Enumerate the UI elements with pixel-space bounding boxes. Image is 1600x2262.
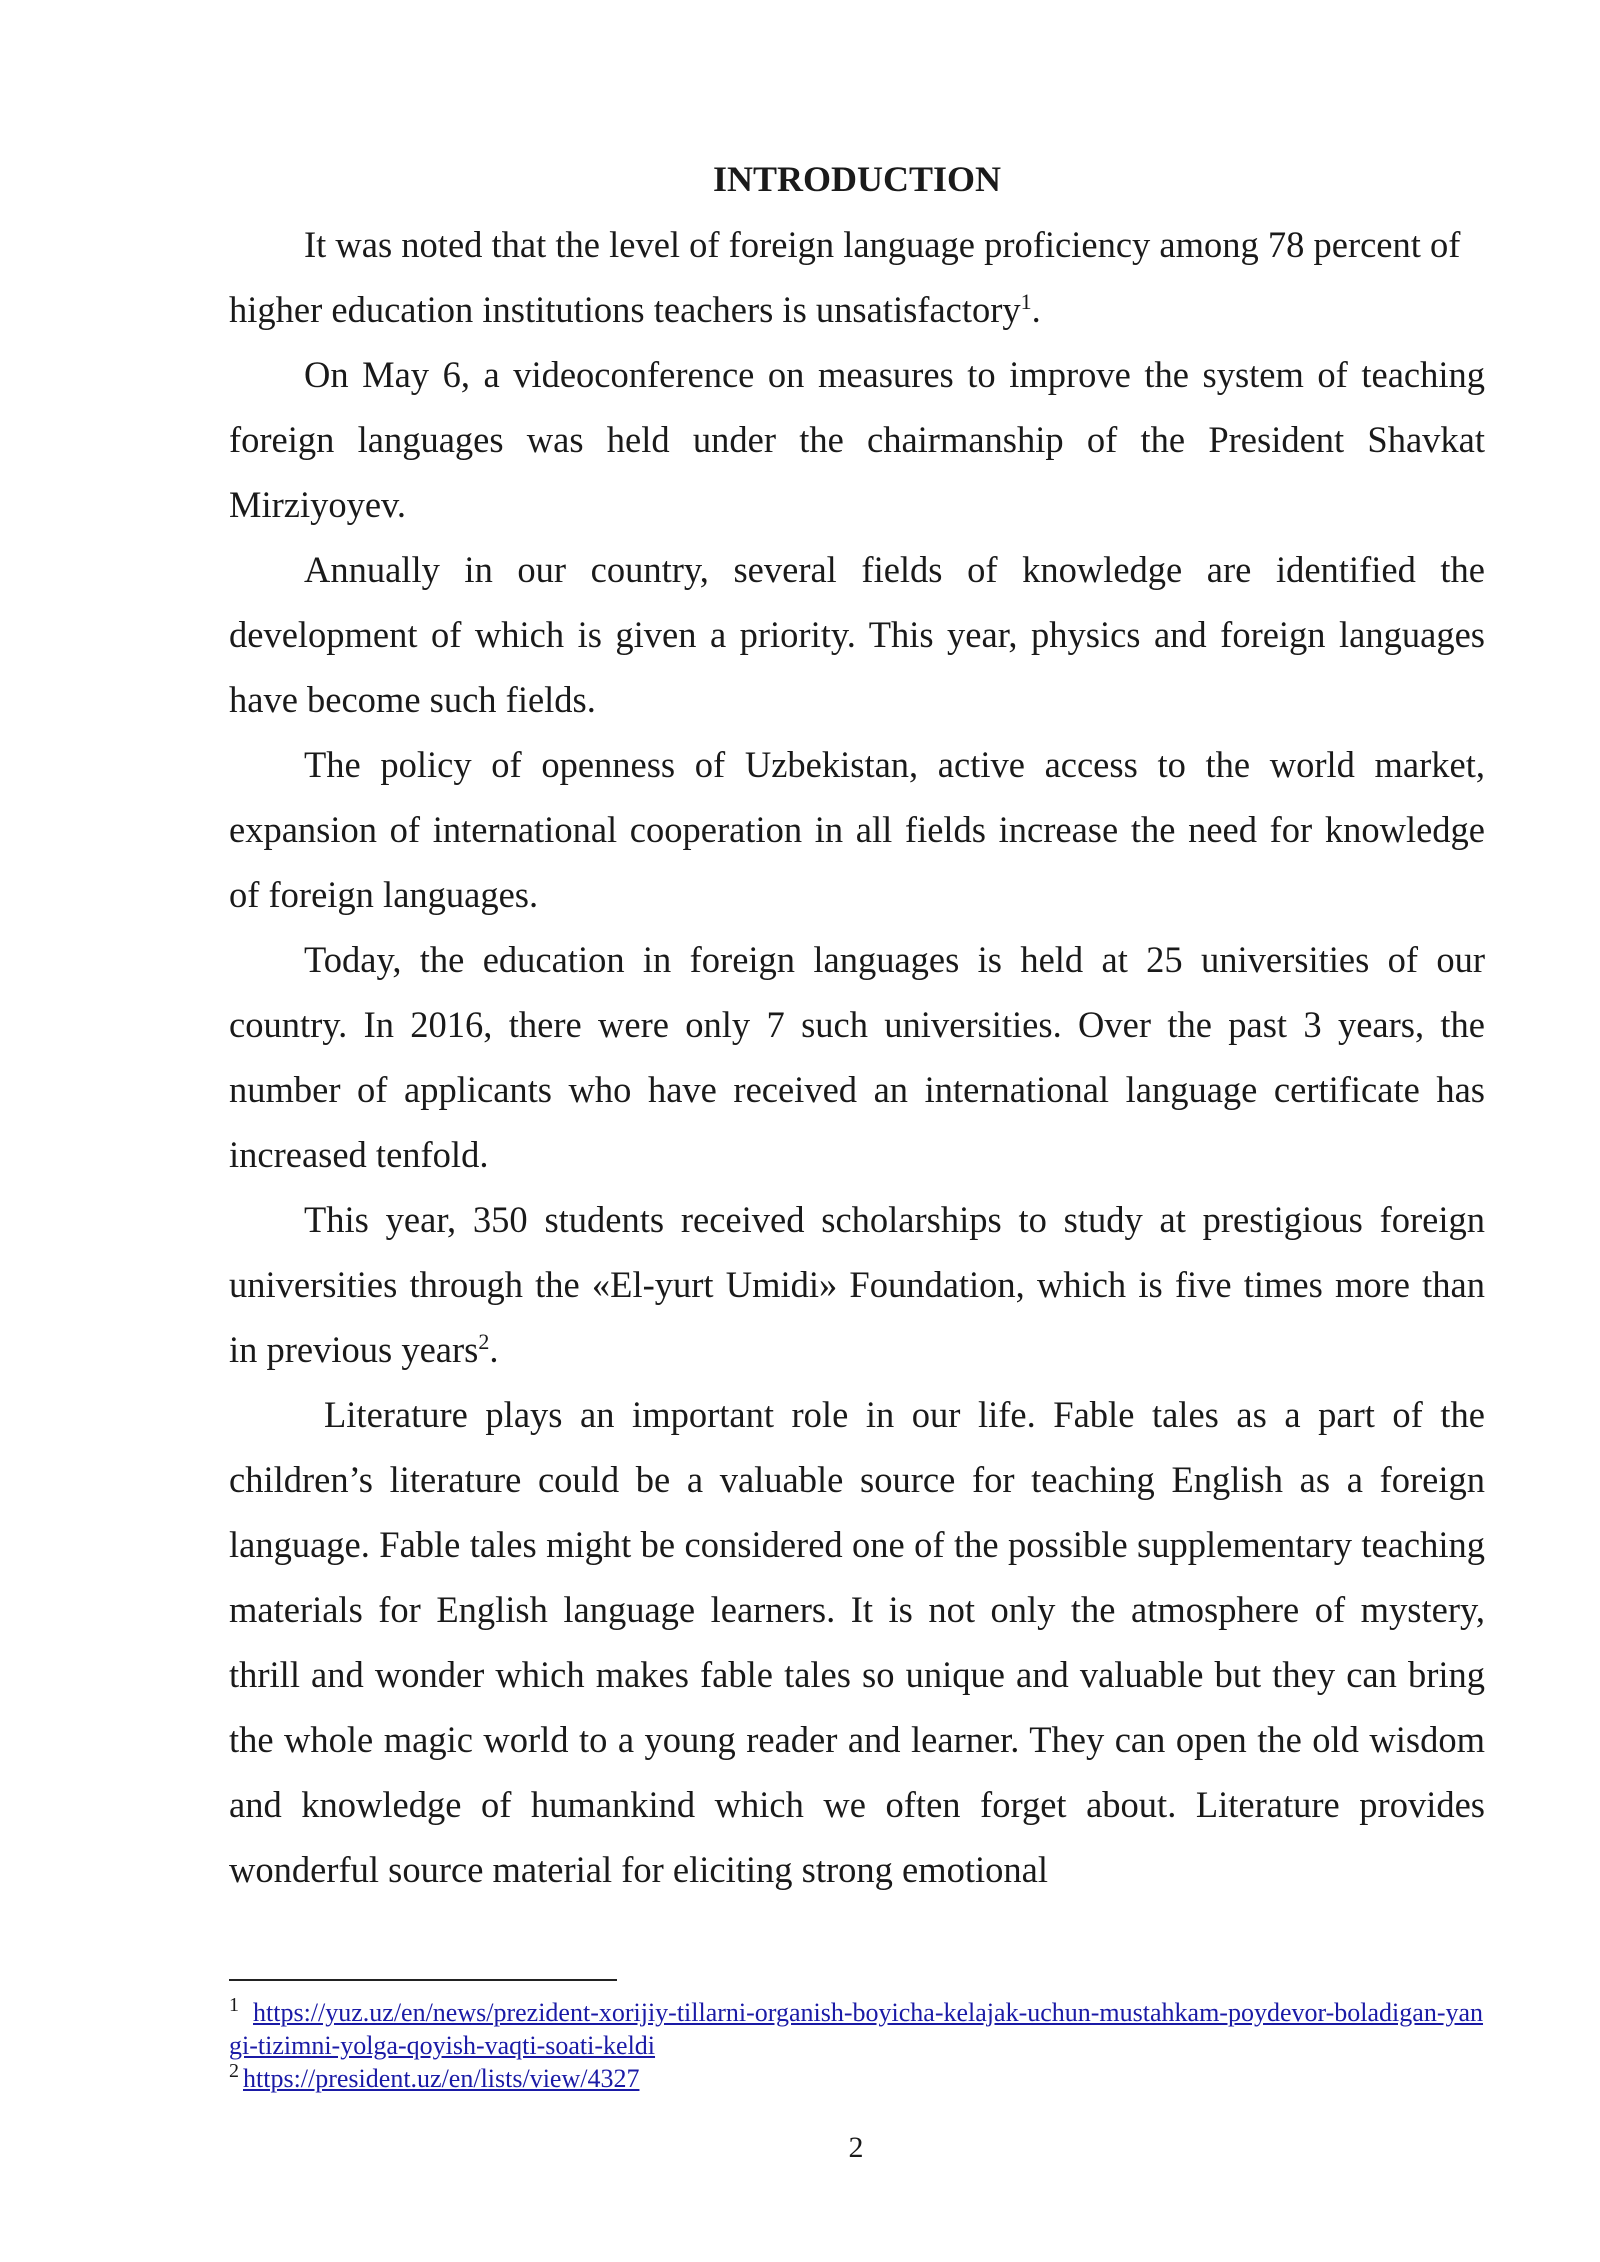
paragraph-text: Literature plays an important role in our life. Fable tales as a part of the children’s literature could be a valuable source for teaching English as a foreign language. Fable tales might be considered one of the possible supplementary teaching materials for English language learners. It is not only the atmosphere of mystery, thrill and wonder which makes fable tales so unique and valuable but they can bring the whole magic world to a young reader and learner. They can open the old wisdom and knowledge of humankind which we often forget about. Literature provides wonderful source material for eliciting strong emotional	[229, 1394, 1485, 1890]
footnote-ref-2[interactable]: 2	[478, 1328, 490, 1354]
footnotes	[229, 1996, 1485, 2095]
footnote-separator	[229, 1979, 617, 1981]
paragraph-text: Today, the education in foreign languages is held at 25 universities of our country. In 2016, there were only 7 such universities. Over the past 3 years, the number of applicants who have received an international language certificate has increased tenfold.	[229, 939, 1485, 1175]
section-heading: INTRODUCTION	[712, 159, 1002, 199]
paragraph-proficiency	[229, 212, 1485, 342]
paragraph-text: The policy of openness of Uzbekistan, active access to the world market, expansion of international cooperation in all fields increase the need for knowledge of foreign languages.	[229, 744, 1485, 915]
footnote-number: 2	[229, 2060, 239, 2083]
body-text	[229, 212, 1485, 1902]
paragraph-universities	[229, 927, 1485, 1187]
paragraph-end: .	[489, 1329, 499, 1370]
footnote-number: 1	[229, 1994, 239, 2017]
footnote-1	[229, 1996, 1485, 2062]
paragraph-text: This year, 350 students received scholarships to study at prestigious foreign universities through the «El-yurt Umidi» Foundation, which is five times more than in previous years	[229, 1199, 1485, 1370]
paragraph-priority-fields	[229, 537, 1485, 732]
footnote-link-1[interactable]: https://yuz.uz/en/news/prezident-xorijiy-tillarni-organish-boyicha-kelajak-uchun-mustahkam-poydevor-boladigan-yangi-tizimni-yolga-qoyish-vaqti-soati-keldi	[229, 1998, 1484, 2060]
footnote-link-2[interactable]: https://president.uz/en/lists/view/4327	[243, 2064, 640, 2093]
footnote-ref-1[interactable]: 1	[1020, 288, 1032, 314]
paragraph-videoconference	[229, 342, 1485, 537]
paragraph-scholarships	[229, 1187, 1485, 1382]
paragraph-openness-policy	[229, 732, 1485, 927]
paragraph-text: It was noted that the level of foreign language proficiency among 78 percent of higher education institutions teachers is unsatisfactory	[229, 224, 1461, 330]
paragraph-literature	[229, 1382, 1485, 1902]
page-number: 2	[848, 2131, 864, 2164]
footnote-2	[229, 2062, 1485, 2095]
paragraph-text: On May 6, a videoconference on measures to improve the system of teaching foreign languages was held under the chairmanship of the President Shavkat Mirziyoyev.	[229, 354, 1485, 525]
paragraph-end: .	[1031, 289, 1041, 330]
paragraph-text: Annually in our country, several fields of knowledge are identified the development of which is given a priority. This year, physics and foreign languages have become such fields.	[229, 549, 1485, 720]
